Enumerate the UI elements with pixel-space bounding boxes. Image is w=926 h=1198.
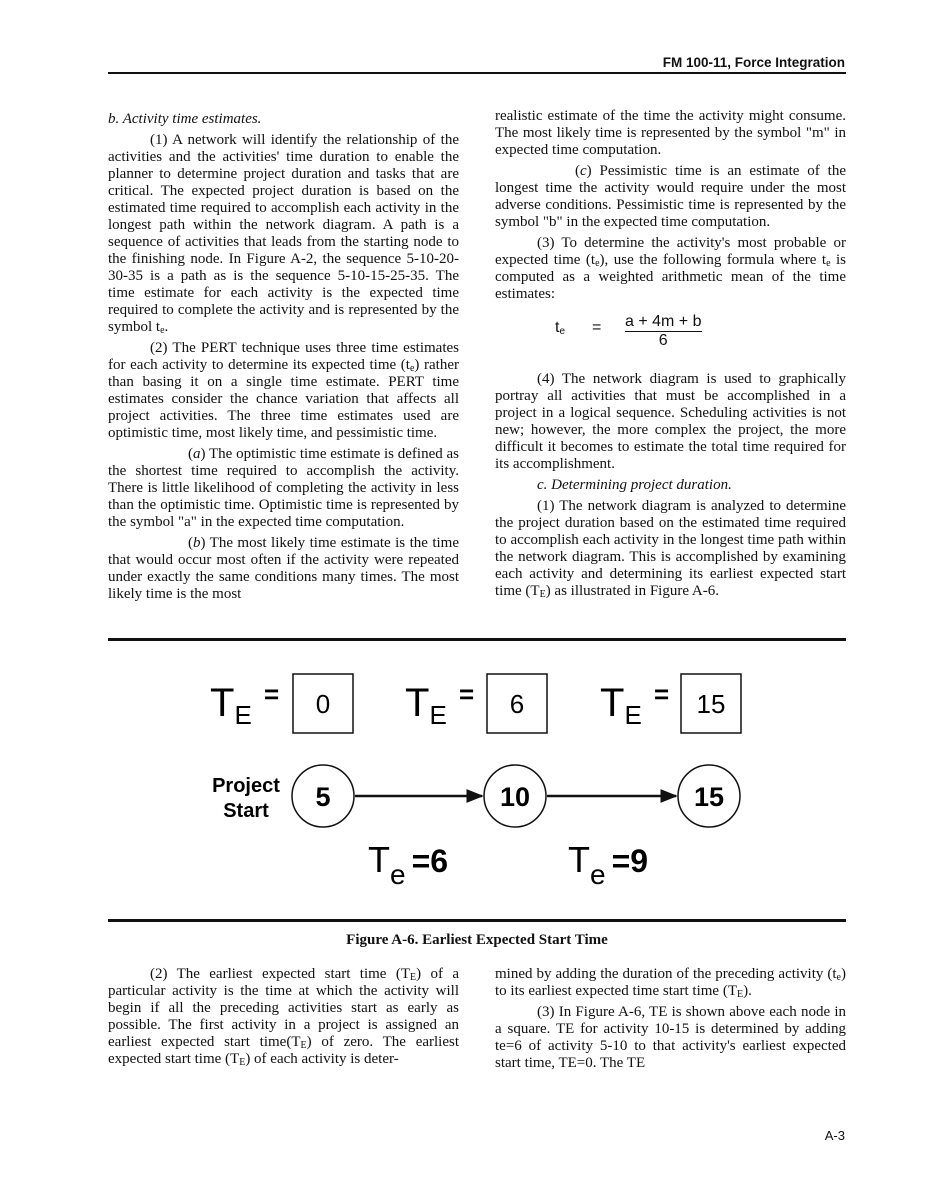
text-segment: e xyxy=(595,258,600,269)
text-segment: e xyxy=(160,325,165,336)
duration-label-sub: e xyxy=(390,859,406,890)
text-segment: (2) The earliest expected start time (T xyxy=(150,966,410,982)
te-label xyxy=(600,681,642,730)
te-box-value: 6 xyxy=(509,689,525,719)
text-segment: ) The optimistic time estimate is defined as the shortest time required to accomplish the activity. There is little likelihood of completing the activity in less than the optimistic time. Optimistic time is represented by the symbol "a" in the expected time computation. xyxy=(108,446,459,530)
te-label-main: T xyxy=(405,681,430,725)
paragraph xyxy=(495,966,846,1000)
node-label: 5 xyxy=(315,782,331,812)
bottom-left-column xyxy=(108,966,459,1068)
text-segment: ) as illustrated in Figure A-6. xyxy=(545,583,719,599)
duration-label xyxy=(368,839,448,890)
text-segment: ). xyxy=(743,983,752,999)
te-label-sub: E xyxy=(624,700,642,730)
formula-lhs-sub: e xyxy=(559,326,566,337)
text-segment: E xyxy=(737,989,744,1000)
text-segment: E xyxy=(300,1040,307,1051)
paragraph xyxy=(108,966,459,1068)
formula-denominator: 6 xyxy=(658,332,668,349)
te-equals: = xyxy=(459,679,475,709)
text-segment: ) Pessimistic time is an estimate of the longest time the activity would require under the most adverse conditions. Pessimistic time is represented by the symbol "b" in the expected time computation. xyxy=(495,163,846,230)
text-segment: b. Activity time estimates. xyxy=(108,111,262,127)
project-start-label: Project xyxy=(212,775,280,797)
text-segment: ( xyxy=(188,535,193,551)
duration-value: =6 xyxy=(411,843,449,879)
te-label-main: T xyxy=(210,681,235,725)
duration-label-main: T xyxy=(368,839,390,880)
text-segment: is computed as a weighted arithmetic mean of the time estimates: xyxy=(495,252,846,302)
text-segment: e xyxy=(826,258,831,269)
text-segment: (1) A network will identify the relationship of the activities and the activities' time duration to enable the planner to determine project duration and tasks that are critical. The expected project duration is based on the estimated time required to accomplish each activity in the longest path within the network diagram. A path is a sequence of activities that leads from the starting node to the finishing node. In Figure A-2, the sequence 5-10-20-30-35 is a path as is the sequence 5-10-15-25-35. The time estimate for each activity is the expected time required to complete the activity and is represented by the symbol t xyxy=(108,132,459,335)
te-label xyxy=(405,681,447,730)
duration-value: =9 xyxy=(611,843,649,879)
text-segment: ), use the following formula where t xyxy=(599,252,827,268)
duration-label-sub: e xyxy=(590,859,606,890)
text-segment: ) of zero. The earliest expected start time (T xyxy=(108,1034,459,1067)
page-number: A-3 xyxy=(824,1128,845,1143)
figure-caption: Figure A-6. Earliest Expected Start Time xyxy=(346,932,608,948)
text-segment: e xyxy=(836,972,841,983)
text-segment: c xyxy=(580,163,587,179)
text-segment: (2) The PERT technique uses three time estimates for each activity to determine its expected time (t xyxy=(108,340,459,373)
bottom-right-column xyxy=(495,966,846,1072)
text-segment: e xyxy=(409,363,415,374)
text-segment: ( xyxy=(575,163,580,179)
text-segment: . xyxy=(164,319,169,335)
text-segment: ) of each activity is deter- xyxy=(245,1051,399,1067)
duration-label xyxy=(568,839,648,890)
text-segment: ) of a particular activity is the time at which the activity will begin if all the preceding activities start as early as possible. The first activity in a project is assigned an earliest expected start time(T xyxy=(108,966,459,1050)
node-label: 15 xyxy=(693,782,725,812)
te-box-value: 0 xyxy=(315,689,331,719)
formula-numerator: a + 4m + b xyxy=(625,313,702,330)
text-segment: (1) The network diagram is analyzed to determine the project duration based on the estimated time required to accomplish each activity in the longest time path within the network diagram. This is accomplished by examining each activity and determining its earliest expected start time (T xyxy=(495,498,846,599)
text-segment: E xyxy=(539,589,546,600)
text-segment: mined by adding the duration of the preceding activity (t xyxy=(495,966,837,982)
text-segment: (4) The network diagram is used to graphically portray all activities that must be accomplished in a project in a logical sequence. Scheduling activities is not new; however, the more complex the project, the more difficult it becomes to estimate the total time required for its accomplishment. xyxy=(495,371,846,472)
te-box-value: 15 xyxy=(696,689,726,719)
duration-label-main: T xyxy=(568,839,590,880)
figure-bottom-rule xyxy=(108,919,846,922)
te-equals: = xyxy=(654,679,670,709)
text-segment: ) The most likely time estimate is the time that would occur most often if the activity were repeated under exactly the same conditions many times. The most likely time is the most xyxy=(108,535,459,602)
text-segment: realistic estimate of the time the activity might consume. The most likely time is represented by the symbol "m" in expected time computation. xyxy=(495,108,846,158)
formula-equals: = xyxy=(592,319,602,336)
node-label: 10 xyxy=(499,782,531,812)
text-segment: ( xyxy=(188,446,193,462)
project-start-label: Start xyxy=(223,800,269,822)
text-segment: ) to its earliest expected time start time (T xyxy=(495,966,846,999)
te-equals: = xyxy=(264,679,280,709)
text-segment: (3) In Figure A-6, TE is shown above each node in a square. TE for activity 10-15 is determined by adding te=6 of activity 5-10 to that activity's earliest expected start time, TE=0. The TE xyxy=(495,1004,846,1071)
paragraph xyxy=(495,1004,846,1072)
text-segment: E xyxy=(410,972,417,983)
te-label-sub: E xyxy=(429,700,447,730)
te-label-sub: E xyxy=(234,700,252,730)
text-segment: E xyxy=(239,1057,246,1068)
text-segment: b xyxy=(193,535,201,551)
text-segment: a xyxy=(193,446,201,462)
te-label xyxy=(210,681,252,730)
text-segment: (3) To determine the activity's most probable or expected time (t xyxy=(495,235,846,268)
formula-lhs: t xyxy=(555,319,560,336)
te-label-main: T xyxy=(600,681,625,725)
text-segment: c. Determining project duration. xyxy=(537,477,732,493)
text-segment: ) rather than basing it on a single time estimate. PERT time estimates consider the chance variation that affects all project activities. The three time estimates used are optimistic time, most likely time, and pessimistic time. xyxy=(108,357,459,441)
running-header: FM 100-11, Force Integration xyxy=(662,55,845,70)
